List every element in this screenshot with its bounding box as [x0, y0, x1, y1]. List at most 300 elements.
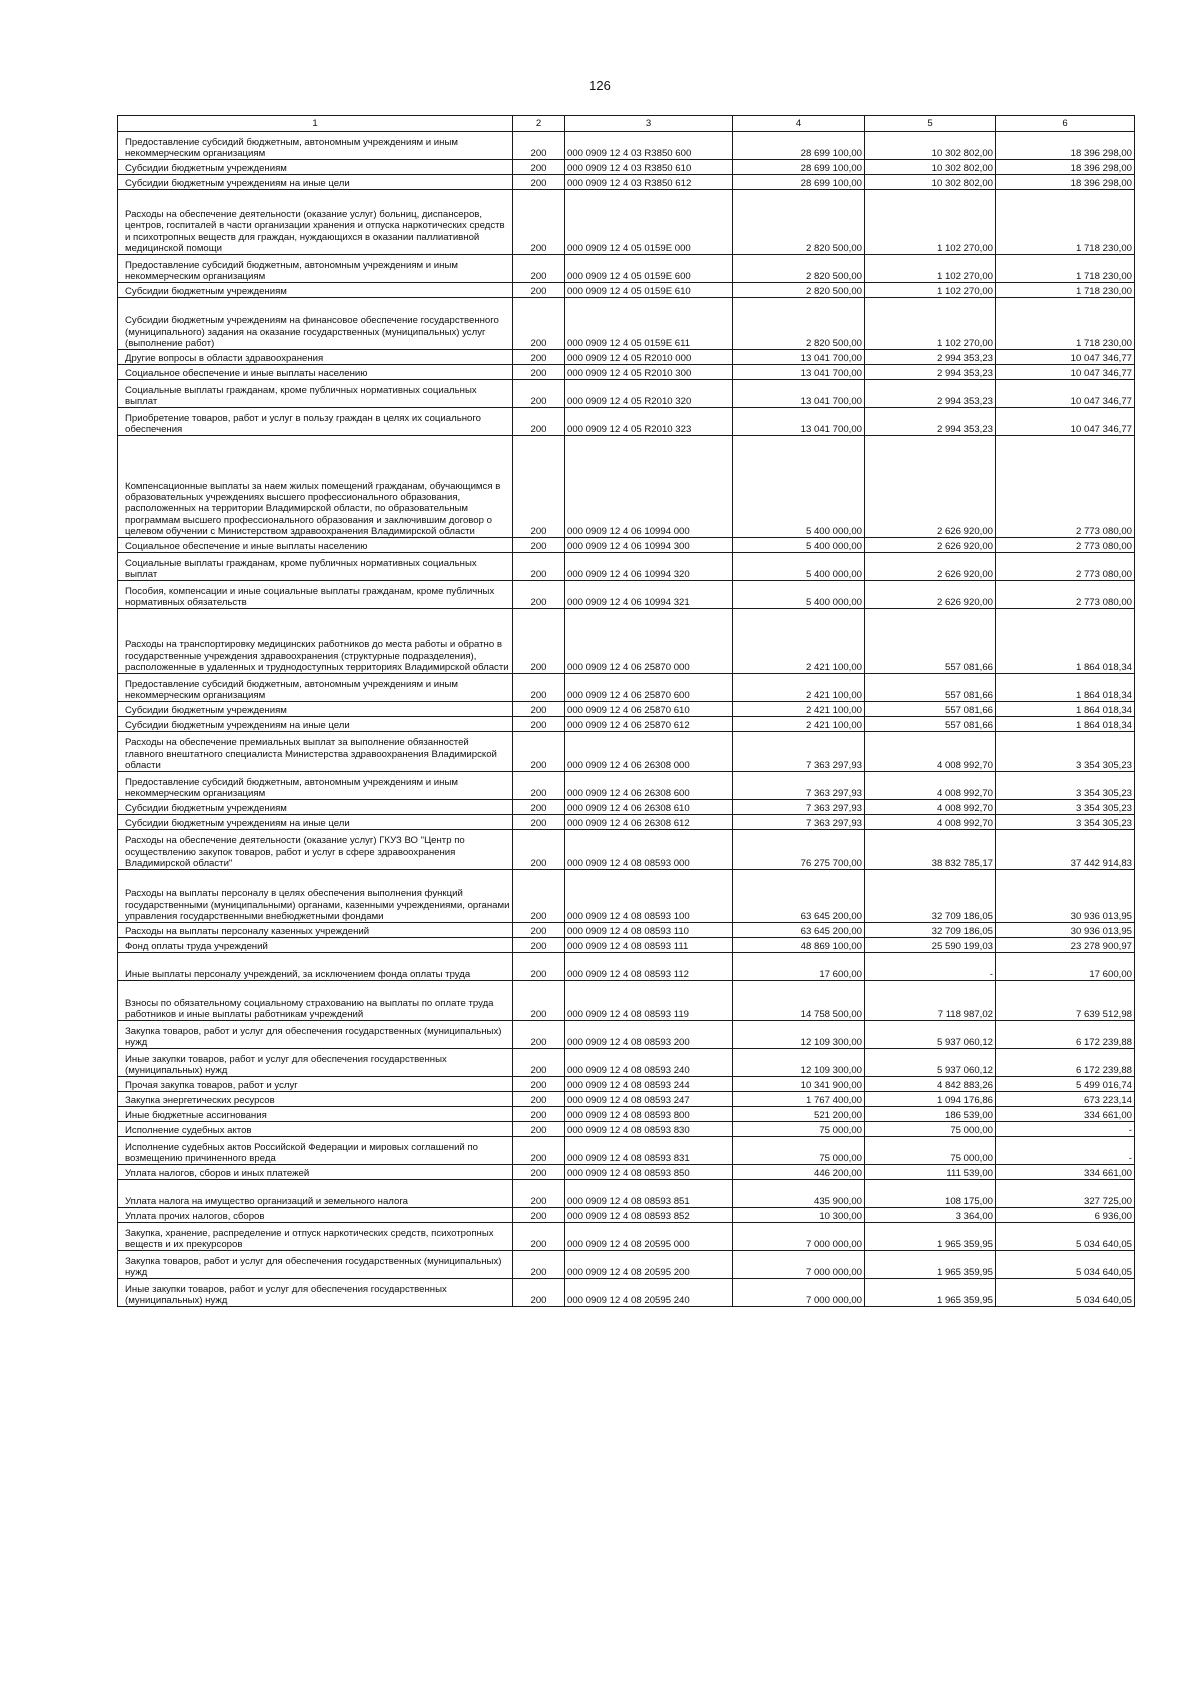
row-admin-code-cell: 200	[513, 815, 565, 830]
row-name-cell	[118, 1251, 513, 1279]
row-name-cell	[118, 1137, 513, 1165]
row-remaining-amount-cell: 23 278 900,97	[996, 938, 1135, 953]
row-executed-amount-cell: 557 081,66	[865, 674, 996, 702]
row-budget-code-cell: 000 0909 12 4 05 0159E 610	[565, 283, 733, 298]
row-executed-amount-cell: 75 000,00	[865, 1122, 996, 1137]
row-budget-code-cell: 000 0909 12 4 08 08593 831	[565, 1137, 733, 1165]
row-remaining-amount-cell: 327 725,00	[996, 1180, 1135, 1208]
row-budget-code-cell: 000 0909 12 4 08 08593 852	[565, 1208, 733, 1223]
row-approved-amount-cell: 2 421 100,00	[733, 717, 865, 732]
row-admin-code-cell: 200	[513, 350, 565, 365]
row-remaining-amount-cell: 5 499 016,74	[996, 1077, 1135, 1092]
row-remaining-amount-cell: 1 718 230,00	[996, 190, 1135, 255]
row-admin-code-cell: 200	[513, 365, 565, 380]
table-row	[118, 350, 1135, 365]
row-admin-code-cell: 200	[513, 160, 565, 175]
row-name-text: Субсидии бюджетным учреждениям на иные цели	[125, 817, 350, 829]
row-name-cell	[118, 732, 513, 772]
row-name-text: Иные закупки товаров, работ и услуг для обеспечения государственных (муниципальных) нужд	[125, 1283, 447, 1306]
row-admin-code-cell: 200	[513, 283, 565, 298]
row-name-text: Взносы по обязательному социальному страхованию на выплаты по оплате труда работников и иные выплаты работникам учреждений	[125, 997, 494, 1020]
row-budget-code-cell: 000 0909 12 4 08 08593 100	[565, 870, 733, 923]
column-header-6: 6	[996, 116, 1135, 132]
row-approved-amount-cell: 2 820 500,00	[733, 255, 865, 283]
table-row	[118, 553, 1135, 581]
row-approved-amount-cell: 7 000 000,00	[733, 1251, 865, 1279]
row-approved-amount-cell: 75 000,00	[733, 1137, 865, 1165]
row-approved-amount-cell: 13 041 700,00	[733, 365, 865, 380]
row-name-cell	[118, 538, 513, 553]
row-admin-code-cell: 200	[513, 1137, 565, 1165]
row-executed-amount-cell: 4 008 992,70	[865, 732, 996, 772]
row-executed-amount-cell: 186 539,00	[865, 1107, 996, 1122]
table-row	[118, 800, 1135, 815]
row-executed-amount-cell: 32 709 186,05	[865, 923, 996, 938]
row-budget-code-cell: 000 0909 12 4 08 08593 110	[565, 923, 733, 938]
row-budget-code-cell: 000 0909 12 4 08 20595 240	[565, 1279, 733, 1307]
row-name-cell	[118, 702, 513, 717]
row-executed-amount-cell: 557 081,66	[865, 702, 996, 717]
table-row	[118, 830, 1135, 870]
row-name-cell	[118, 830, 513, 870]
table-row	[118, 732, 1135, 772]
row-remaining-amount-cell: 2 773 080,00	[996, 553, 1135, 581]
row-executed-amount-cell: 4 008 992,70	[865, 815, 996, 830]
table-row	[118, 609, 1135, 674]
row-name-cell	[118, 132, 513, 160]
table-body	[118, 132, 1135, 1307]
table-row	[118, 283, 1135, 298]
row-remaining-amount-cell: 1 864 018,34	[996, 717, 1135, 732]
table-row	[118, 815, 1135, 830]
row-approved-amount-cell: 7 000 000,00	[733, 1279, 865, 1307]
row-name-text: Расходы на транспортировку медицинских работников до места работы и обратно в государственные учреждения здравоохранения (структурные подразделения), расположенные в удаленных и труднодоступных территориях Владимирской области	[125, 639, 509, 673]
row-remaining-amount-cell: 6 172 239,88	[996, 1049, 1135, 1077]
row-budget-code-cell: 000 0909 12 4 08 20595 000	[565, 1223, 733, 1251]
table-row	[118, 938, 1135, 953]
row-admin-code-cell: 200	[513, 298, 565, 350]
row-name-text: Субсидии бюджетным учреждениям	[125, 704, 287, 716]
row-name-text: Предоставление субсидий бюджетным, автономным учреждениям и иным некоммерческим организациям	[125, 136, 458, 159]
row-admin-code-cell: 200	[513, 953, 565, 981]
row-approved-amount-cell: 63 645 200,00	[733, 870, 865, 923]
row-remaining-amount-cell: 1 864 018,34	[996, 674, 1135, 702]
row-approved-amount-cell: 2 820 500,00	[733, 298, 865, 350]
row-budget-code-cell: 000 0909 12 4 06 26308 612	[565, 815, 733, 830]
table-row	[118, 160, 1135, 175]
row-admin-code-cell: 200	[513, 581, 565, 609]
row-name-text: Расходы на обеспечение деятельности (оказание услуг) больниц, диспансеров, центров, госпиталей в части организации хранения и отпуска наркотических средств и психотропных веществ для граждан, нуждающихся в оказании паллиативной медицинской помощи	[125, 209, 505, 254]
row-approved-amount-cell: 17 600,00	[733, 953, 865, 981]
row-budget-code-cell: 000 0909 12 4 03 R3850 612	[565, 175, 733, 190]
row-name-cell	[118, 772, 513, 800]
row-approved-amount-cell: 1 767 400,00	[733, 1092, 865, 1107]
row-remaining-amount-cell: 1 864 018,34	[996, 702, 1135, 717]
row-remaining-amount-cell: 2 773 080,00	[996, 581, 1135, 609]
row-budget-code-cell: 000 0909 12 4 06 25870 600	[565, 674, 733, 702]
row-executed-amount-cell: 4 008 992,70	[865, 772, 996, 800]
row-admin-code-cell: 200	[513, 923, 565, 938]
row-executed-amount-cell: 38 832 785,17	[865, 830, 996, 870]
row-name-cell	[118, 1107, 513, 1122]
row-executed-amount-cell: 5 937 060,12	[865, 1021, 996, 1049]
column-header-5: 5	[865, 116, 996, 132]
table-row	[118, 175, 1135, 190]
row-name-cell	[118, 1208, 513, 1223]
table-row	[118, 953, 1135, 981]
row-budget-code-cell: 000 0909 12 4 05 R2010 000	[565, 350, 733, 365]
row-budget-code-cell: 000 0909 12 4 05 R2010 320	[565, 380, 733, 408]
row-admin-code-cell: 200	[513, 830, 565, 870]
table-row	[118, 1049, 1135, 1077]
row-admin-code-cell: 200	[513, 255, 565, 283]
row-budget-code-cell: 000 0909 12 4 03 R3850 600	[565, 132, 733, 160]
row-admin-code-cell: 200	[513, 175, 565, 190]
row-name-text: Уплата налогов, сборов и иных платежей	[125, 1167, 310, 1179]
row-name-text: Социальное обеспечение и иные выплаты населению	[125, 367, 368, 379]
header-row	[118, 116, 1135, 132]
row-name-cell	[118, 815, 513, 830]
row-approved-amount-cell: 10 300,00	[733, 1208, 865, 1223]
table-row	[118, 1137, 1135, 1165]
row-remaining-amount-cell: 18 396 298,00	[996, 160, 1135, 175]
table-row	[118, 717, 1135, 732]
row-admin-code-cell: 200	[513, 380, 565, 408]
row-approved-amount-cell: 14 758 500,00	[733, 981, 865, 1021]
row-remaining-amount-cell: 3 354 305,23	[996, 800, 1135, 815]
row-approved-amount-cell: 435 900,00	[733, 1180, 865, 1208]
row-admin-code-cell: 200	[513, 870, 565, 923]
row-admin-code-cell: 200	[513, 1223, 565, 1251]
row-name-cell	[118, 298, 513, 350]
row-approved-amount-cell: 5 400 000,00	[733, 553, 865, 581]
row-budget-code-cell: 000 0909 12 4 05 0159E 600	[565, 255, 733, 283]
table-row	[118, 1122, 1135, 1137]
row-name-text: Закупка товаров, работ и услуг для обеспечения государственных (муниципальных) нужд	[125, 1255, 502, 1278]
row-name-cell	[118, 436, 513, 538]
row-approved-amount-cell: 13 041 700,00	[733, 350, 865, 365]
row-name-cell	[118, 674, 513, 702]
row-remaining-amount-cell: 10 047 346,77	[996, 365, 1135, 380]
column-header-1: 1	[118, 116, 513, 132]
row-budget-code-cell: 000 0909 12 4 06 10994 000	[565, 436, 733, 538]
row-admin-code-cell: 200	[513, 1077, 565, 1092]
row-executed-amount-cell: 1 965 359,95	[865, 1251, 996, 1279]
row-name-cell	[118, 953, 513, 981]
row-name-cell	[118, 1021, 513, 1049]
row-name-cell	[118, 1049, 513, 1077]
row-name-text: Предоставление субсидий бюджетным, автономным учреждениям и иным некоммерческим организациям	[125, 678, 458, 701]
row-approved-amount-cell: 2 421 100,00	[733, 674, 865, 702]
table-row	[118, 581, 1135, 609]
column-header-4: 4	[733, 116, 865, 132]
row-remaining-amount-cell: 3 354 305,23	[996, 815, 1135, 830]
row-approved-amount-cell: 2 820 500,00	[733, 190, 865, 255]
row-budget-code-cell: 000 0909 12 4 05 0159E 000	[565, 190, 733, 255]
row-admin-code-cell: 200	[513, 436, 565, 538]
row-remaining-amount-cell: -	[996, 1137, 1135, 1165]
table-row	[118, 981, 1135, 1021]
column-header-3: 3	[565, 116, 733, 132]
row-name-text: Субсидии бюджетным учреждениям на иные цели	[125, 177, 350, 189]
row-remaining-amount-cell: 2 773 080,00	[996, 538, 1135, 553]
row-name-cell	[118, 255, 513, 283]
row-name-text: Закупка товаров, работ и услуг для обеспечения государственных (муниципальных) нужд	[125, 1025, 502, 1048]
row-budget-code-cell: 000 0909 12 4 08 08593 244	[565, 1077, 733, 1092]
row-executed-amount-cell: 32 709 186,05	[865, 870, 996, 923]
row-budget-code-cell: 000 0909 12 4 06 26308 610	[565, 800, 733, 815]
table-row	[118, 1021, 1135, 1049]
row-approved-amount-cell: 7 363 297,93	[733, 815, 865, 830]
row-approved-amount-cell: 5 400 000,00	[733, 436, 865, 538]
row-name-text: Предоставление субсидий бюджетным, автономным учреждениям и иным некоммерческим организациям	[125, 776, 458, 799]
row-budget-code-cell: 000 0909 12 4 06 26308 600	[565, 772, 733, 800]
row-remaining-amount-cell: 2 773 080,00	[996, 436, 1135, 538]
row-budget-code-cell: 000 0909 12 4 06 26308 000	[565, 732, 733, 772]
row-budget-code-cell: 000 0909 12 4 08 08593 800	[565, 1107, 733, 1122]
row-name-text: Социальные выплаты гражданам, кроме публичных нормативных социальных выплат	[125, 384, 477, 407]
row-approved-amount-cell: 48 869 100,00	[733, 938, 865, 953]
table-row	[118, 408, 1135, 436]
row-budget-code-cell: 000 0909 12 4 08 08593 830	[565, 1122, 733, 1137]
row-budget-code-cell: 000 0909 12 4 05 R2010 323	[565, 408, 733, 436]
row-budget-code-cell: 000 0909 12 4 03 R3850 610	[565, 160, 733, 175]
row-remaining-amount-cell: 10 047 346,77	[996, 380, 1135, 408]
row-approved-amount-cell: 28 699 100,00	[733, 175, 865, 190]
row-name-text: Социальное обеспечение и иные выплаты населению	[125, 540, 368, 552]
row-name-cell	[118, 1122, 513, 1137]
row-approved-amount-cell: 7 363 297,93	[733, 800, 865, 815]
row-name-text: Исполнение судебных актов	[125, 1124, 252, 1136]
row-name-cell	[118, 380, 513, 408]
row-executed-amount-cell: 10 302 802,00	[865, 132, 996, 160]
row-name-text: Закупка энергетических ресурсов	[125, 1094, 275, 1106]
row-remaining-amount-cell: 30 936 013,95	[996, 923, 1135, 938]
table-row	[118, 702, 1135, 717]
row-name-cell	[118, 1077, 513, 1092]
row-name-cell	[118, 923, 513, 938]
table-row	[118, 365, 1135, 380]
row-budget-code-cell: 000 0909 12 4 08 08593 247	[565, 1092, 733, 1107]
row-approved-amount-cell: 7 363 297,93	[733, 732, 865, 772]
table-row	[118, 674, 1135, 702]
row-remaining-amount-cell: 37 442 914,83	[996, 830, 1135, 870]
budget-table	[117, 115, 1135, 1307]
row-executed-amount-cell: 2 994 353,23	[865, 408, 996, 436]
table-row	[118, 1077, 1135, 1092]
row-executed-amount-cell: 111 539,00	[865, 1165, 996, 1180]
table-row	[118, 870, 1135, 923]
row-budget-code-cell: 000 0909 12 4 06 25870 000	[565, 609, 733, 674]
row-name-cell	[118, 981, 513, 1021]
row-budget-code-cell: 000 0909 12 4 08 08593 112	[565, 953, 733, 981]
row-executed-amount-cell: 10 302 802,00	[865, 160, 996, 175]
row-approved-amount-cell: 7 000 000,00	[733, 1223, 865, 1251]
row-admin-code-cell: 200	[513, 981, 565, 1021]
row-name-cell	[118, 190, 513, 255]
row-budget-code-cell: 000 0909 12 4 08 08593 850	[565, 1165, 733, 1180]
row-name-cell	[118, 717, 513, 732]
row-name-text: Субсидии бюджетным учреждениям	[125, 162, 287, 174]
row-name-cell	[118, 1223, 513, 1251]
row-name-text: Исполнение судебных актов Российской Федерации и мировых соглашений по возмещению причиненного вреда	[125, 1141, 478, 1164]
row-executed-amount-cell: 5 937 060,12	[865, 1049, 996, 1077]
row-name-text: Субсидии бюджетным учреждениям на иные цели	[125, 719, 350, 731]
row-admin-code-cell: 200	[513, 1107, 565, 1122]
table-row	[118, 298, 1135, 350]
row-name-cell	[118, 1092, 513, 1107]
row-executed-amount-cell: 3 364,00	[865, 1208, 996, 1223]
row-executed-amount-cell: 1 965 359,95	[865, 1223, 996, 1251]
row-executed-amount-cell: 2 626 920,00	[865, 538, 996, 553]
row-name-text: Иные выплаты персоналу учреждений, за исключением фонда оплаты труда	[125, 968, 471, 980]
row-name-text: Расходы на выплаты персоналу казенных учреждений	[125, 925, 370, 937]
row-executed-amount-cell: 1 102 270,00	[865, 298, 996, 350]
row-executed-amount-cell: 1 965 359,95	[865, 1279, 996, 1307]
row-approved-amount-cell: 2 820 500,00	[733, 283, 865, 298]
table-row	[118, 1251, 1135, 1279]
row-executed-amount-cell: 2 626 920,00	[865, 436, 996, 538]
table-row	[118, 1092, 1135, 1107]
row-name-text: Фонд оплаты труда учреждений	[125, 940, 268, 952]
row-admin-code-cell: 200	[513, 800, 565, 815]
row-name-cell	[118, 365, 513, 380]
row-name-cell	[118, 1180, 513, 1208]
row-remaining-amount-cell: 1 718 230,00	[996, 283, 1135, 298]
row-remaining-amount-cell: 5 034 640,05	[996, 1223, 1135, 1251]
row-approved-amount-cell: 7 363 297,93	[733, 772, 865, 800]
row-remaining-amount-cell: 3 354 305,23	[996, 772, 1135, 800]
table-row	[118, 538, 1135, 553]
row-admin-code-cell: 200	[513, 553, 565, 581]
table-row	[118, 380, 1135, 408]
row-name-cell	[118, 553, 513, 581]
table-row	[118, 1223, 1135, 1251]
row-name-text: Субсидии бюджетным учреждениям	[125, 285, 287, 297]
row-remaining-amount-cell: 10 047 346,77	[996, 408, 1135, 436]
row-executed-amount-cell: 108 175,00	[865, 1180, 996, 1208]
table-row	[118, 1107, 1135, 1122]
row-executed-amount-cell: 7 118 987,02	[865, 981, 996, 1021]
row-executed-amount-cell: 2 994 353,23	[865, 365, 996, 380]
row-name-text: Расходы на обеспечение премиальных выплат за выполнение обязанностей главного внештатного специалиста Министерства здравоохранения Владимирской области	[125, 737, 497, 771]
row-executed-amount-cell: 4 008 992,70	[865, 800, 996, 815]
row-admin-code-cell: 200	[513, 132, 565, 160]
row-executed-amount-cell: 2 626 920,00	[865, 581, 996, 609]
row-name-cell	[118, 1279, 513, 1307]
row-remaining-amount-cell: 5 034 640,05	[996, 1251, 1135, 1279]
row-name-cell	[118, 408, 513, 436]
row-approved-amount-cell: 5 400 000,00	[733, 581, 865, 609]
row-name-text: Расходы на выплаты персоналу в целях обеспечения выполнения функций государственными (муниципальными) органами, казенными учреждениями, органами управления государственными внебюджетными фондами	[125, 888, 510, 922]
row-executed-amount-cell: 75 000,00	[865, 1137, 996, 1165]
row-admin-code-cell: 200	[513, 1122, 565, 1137]
row-remaining-amount-cell: -	[996, 1122, 1135, 1137]
row-executed-amount-cell: 2 626 920,00	[865, 553, 996, 581]
row-approved-amount-cell: 521 200,00	[733, 1107, 865, 1122]
row-approved-amount-cell: 13 041 700,00	[733, 408, 865, 436]
row-budget-code-cell: 000 0909 12 4 08 08593 111	[565, 938, 733, 953]
row-remaining-amount-cell: 10 047 346,77	[996, 350, 1135, 365]
row-approved-amount-cell: 446 200,00	[733, 1165, 865, 1180]
table-row	[118, 132, 1135, 160]
row-admin-code-cell: 200	[513, 190, 565, 255]
row-budget-code-cell: 000 0909 12 4 06 25870 612	[565, 717, 733, 732]
row-executed-amount-cell: 1 102 270,00	[865, 283, 996, 298]
row-budget-code-cell: 000 0909 12 4 05 0159E 611	[565, 298, 733, 350]
row-name-cell	[118, 1165, 513, 1180]
row-approved-amount-cell: 28 699 100,00	[733, 160, 865, 175]
row-remaining-amount-cell: 1 718 230,00	[996, 298, 1135, 350]
row-name-text: Расходы на обеспечение деятельности (оказание услуг) ГКУЗ ВО "Центр по осуществлению закупок товаров, работ и услуг в сфере здравоохранения Владимирской области"	[125, 835, 465, 869]
row-name-cell	[118, 283, 513, 298]
row-name-cell	[118, 800, 513, 815]
table-row	[118, 1208, 1135, 1223]
row-approved-amount-cell: 76 275 700,00	[733, 830, 865, 870]
row-admin-code-cell: 200	[513, 1049, 565, 1077]
row-remaining-amount-cell: 7 639 512,98	[996, 981, 1135, 1021]
row-name-text: Компенсационные выплаты за наем жилых помещений гражданам, обучающимся в образовательных учреждениях высшего профессионального образования, расположенных на территории Владимирской области, по образовательным программам высшего профессионального образования и заключившим договор о целевом обучении с Министерством здравоохранения Владимирской области	[125, 480, 501, 537]
row-name-text: Закупка, хранение, распределение и отпуск наркотических средств, психотропных веществ и их прекурсоров	[125, 1227, 494, 1250]
row-remaining-amount-cell: 334 661,00	[996, 1107, 1135, 1122]
row-remaining-amount-cell: 18 396 298,00	[996, 132, 1135, 160]
row-remaining-amount-cell: 6 172 239,88	[996, 1021, 1135, 1049]
row-approved-amount-cell: 2 421 100,00	[733, 609, 865, 674]
row-executed-amount-cell: 1 102 270,00	[865, 255, 996, 283]
page-number: 126	[589, 78, 611, 93]
row-admin-code-cell: 200	[513, 1279, 565, 1307]
row-executed-amount-cell: 1 102 270,00	[865, 190, 996, 255]
row-admin-code-cell: 200	[513, 1251, 565, 1279]
row-approved-amount-cell: 28 699 100,00	[733, 132, 865, 160]
row-executed-amount-cell: 557 081,66	[865, 717, 996, 732]
row-admin-code-cell: 200	[513, 408, 565, 436]
row-remaining-amount-cell: 6 936,00	[996, 1208, 1135, 1223]
row-name-text: Субсидии бюджетным учреждениям на финансовое обеспечение государственного (муниципального) задания на оказание государственных (муниципальных) услуг (выполнение работ)	[125, 315, 499, 349]
row-name-cell	[118, 160, 513, 175]
row-executed-amount-cell: 10 302 802,00	[865, 175, 996, 190]
table-row	[118, 1180, 1135, 1208]
row-name-text: Предоставление субсидий бюджетным, автономным учреждениям и иным некоммерческим организациям	[125, 259, 458, 282]
row-remaining-amount-cell: 17 600,00	[996, 953, 1135, 981]
column-header-2: 2	[513, 116, 565, 132]
row-executed-amount-cell: 4 842 883,26	[865, 1077, 996, 1092]
row-approved-amount-cell: 13 041 700,00	[733, 380, 865, 408]
row-budget-code-cell: 000 0909 12 4 06 25870 610	[565, 702, 733, 717]
row-approved-amount-cell: 63 645 200,00	[733, 923, 865, 938]
table-row	[118, 1279, 1135, 1307]
table-row	[118, 1165, 1135, 1180]
row-name-cell	[118, 938, 513, 953]
row-executed-amount-cell: -	[865, 953, 996, 981]
row-admin-code-cell: 200	[513, 938, 565, 953]
row-name-text: Прочая закупка товаров, работ и услуг	[125, 1079, 298, 1091]
table-row	[118, 772, 1135, 800]
budget-table-container	[117, 115, 1134, 1307]
row-budget-code-cell: 000 0909 12 4 08 20595 200	[565, 1251, 733, 1279]
row-name-text: Уплата налога на имущество организаций и земельного налога	[125, 1195, 408, 1207]
row-name-text: Иные бюджетные ассигнования	[125, 1109, 267, 1121]
table-row	[118, 190, 1135, 255]
row-name-text: Социальные выплаты гражданам, кроме публичных нормативных социальных выплат	[125, 557, 477, 580]
row-remaining-amount-cell: 673 223,14	[996, 1092, 1135, 1107]
row-executed-amount-cell: 2 994 353,23	[865, 380, 996, 408]
row-admin-code-cell: 200	[513, 1180, 565, 1208]
row-name-text: Иные закупки товаров, работ и услуг для обеспечения государственных (муниципальных) нужд	[125, 1053, 447, 1076]
row-remaining-amount-cell: 334 661,00	[996, 1165, 1135, 1180]
row-admin-code-cell: 200	[513, 674, 565, 702]
table-header	[118, 116, 1135, 132]
